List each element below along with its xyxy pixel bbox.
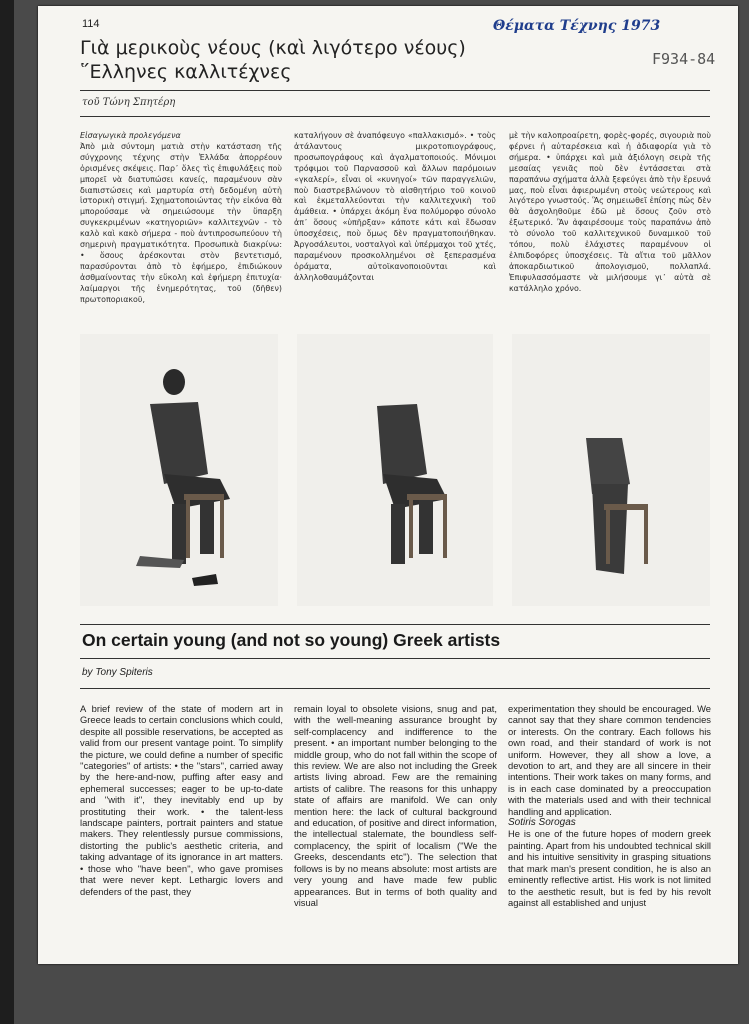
english-column-1-text: A brief review of the state of modern art in Greece leads to certain conclusions which could, despite all possible reservations, be accepted as valid from our present vantage point. To simplify the picture, we could define a number of specific ''categories'' of artists: • the ''stars'', carried away by the here-and-now, puffing after easy and ephemeral successes; eager to be up-to-date and ''with it'', they inevitably end up by prostituting their work. • the talent-less landscape painters, portrait painters and statue makers. They relentlessly pursue commissions, distorting the public's aesthetic criteria, and taking advantage of its ignorance in art matters. • those who ''have been'', who gave promises that were never kept. Lethargic lovers and defenders of the past, they	[80, 703, 283, 897]
greek-column-2	[294, 131, 496, 284]
page-number: 114	[82, 18, 100, 30]
english-title: On certain young (and not so young) Greek artists	[82, 630, 501, 650]
english-column-1	[80, 703, 283, 897]
author-rule	[80, 116, 710, 117]
english-title-bottom-rule	[80, 658, 710, 659]
english-author: by Tony Spiteris	[82, 667, 153, 678]
greek-column-1	[80, 131, 282, 306]
magazine-page	[38, 6, 738, 964]
english-title-top-rule	[80, 624, 710, 625]
english-column-3-text-after: He is one of the future hopes of modern greek painting. Apart from his undoubted technical skill and his intuitive sensitivity in grasping situations that mark man's present condition, he is also an eminently reflective artist. His work is not limited to the aesthetic result, but is fed by his revolt against all established and unjust	[508, 828, 711, 908]
greek-author: τοῦ Τώνη Σπητέρη	[82, 97, 176, 108]
photo-seated-man	[80, 334, 278, 606]
english-column-3-text: experimentation they should be encouraged. We cannot say that they share common tendencies or interests. On the contrary. Each follows his own road, and their standard of work is not uniform. However, they all show a love, a devotion to art, and they are all sincere in their intentions. Their work takes on many forms, and is in each case dominated by a preoccupation with the materials used and with their technical handling and application.	[508, 703, 711, 817]
greek-title-line-2: ῞Ελληνες καλλιτέχνες	[80, 61, 292, 83]
title-rule	[80, 90, 710, 91]
greek-subhead: Εἰσαγωγικὰ προλεγόμενα	[80, 131, 181, 140]
english-column-2-text: remain loyal to obsolete visions, snug and pat, with the well-meaning assurance brought by self-complacency and indifference to the present. • an important number belonging to the middle group, who do not fall within the scope of this review. We are also not including the Greek artists living abroad. Few are the remaining artists of calibre. The reasons for this unhappy state of affairs are manifold. We can only mention here: the lack of cultural background and education, of positive and direct information, the intellectual stalemate, the boundless self-complacency, the spirit of localism (''We the Greeks, descendants etc''). The selection that follows is by no means absolute: most artists are very young and have made few public appearances. But in terms of both quality and visual	[294, 703, 497, 908]
english-column-2	[294, 703, 497, 908]
english-author-rule	[80, 688, 710, 689]
handwritten-code: F934-84	[652, 50, 716, 68]
greek-column-1-text: Ἀπὸ μιὰ σύντομη ματιὰ στὴν κατάσταση τῆς σύγχρονης τέχνης στὴν Ἑλλάδα ἀπορρέουν ὁρισμένες σκέψεις. Παρ᾿ ὅλες τὶς ἐπιφυλάξεις ποὺ μπορεῖ νὰ διατυπώσει κανείς, παραμένουν σὰν διαπιστώσεις καὶ μαρτυρία στὴ δεδομένη αὐτὴ ἱστορικὴ στιγμή. Σχηματοποιώντας τὴν εἰκόνα θὰ μπορούσαμε νὰ σημειώσουμε τὴν ὕπαρξη συγκεκριμένων «κατηγοριῶν» καλλιτεχνῶν - τὸ καλὸ καὶ κακὸ σήμερα - ποὺ ἀντιπροσωπεύουν τὴ σημερινὴ πραγματικότητα. Προσωπικὰ διακρίνω: • ὅσους ἀρέσκονται στὸν βεντετισμό, παρασύρονται ἀπὸ τὸ ἐφήμερο, ἐπιδιώκουν ἀσθμαίνοντας τὴν εὔκολη καὶ ἐφήμερη ἐπιτυχία· λαίμαργοι τῆς ἐνημερότητας, τοῦ (δῆθεν) πρωτοποριακοῦ,	[80, 141, 282, 304]
greek-column-2-text: καταλήγουν σὲ ἀναπόφευγο «παλλακισμό». • τοὺς ἀτάλαντους μικροτοπιογράφους, προσωπογράφους καὶ ἀγαλματοποιούς. Μόνιμοι τρόφιμοι τοῦ Παρνασσοῦ καὶ ἄλλων παρόμοιων «γκαλερί», εἶναι οἱ «κυνηγοί» τῶν παραγγελιῶν, ποὺ διαστρεβλώνουν τὸ αἰσθητήριο τοῦ κοινοῦ καὶ ἐκμεταλλεύονται τὴν καλλιτεχνικὴ τοῦ ἀμάθεια. • ὑπάρχει ἀκόμη ἕνα πολύμορφο σύνολο ἀπ᾿ ὅσους «ὑπῆρξαν» κάποτε κάτι καὶ ἔδωσαν ὑποσχέσεις, ποὺ ὅμως δὲν πραγματοποιήθηκαν. Ἀργοσάλευτοι, νοσταλγοὶ καὶ ὑπέρμαχοι τοῦ χτές, παραμένουν προσκολλημένοι σὲ ξεπερασμένα ὁράματα, αὐτοϊκανοποιοῦνται καὶ ἀλληλοθαυμάζονται	[294, 131, 496, 282]
greek-column-3	[509, 131, 711, 295]
english-subhead: Sotiris Sorogas	[508, 817, 576, 829]
english-column-3	[508, 703, 711, 908]
photo-headless-man	[297, 334, 493, 606]
greek-column-3-text: μὲ τὴν καλοπροαίρετη, φορὲς-φορές, σιγουριὰ ποὺ φέρνει ἡ αὐταρέσκεια καὶ ἡ ἀδιαφορία γιὰ τὸ σήμερα. • ὑπάρχει καὶ μιὰ ἀξιόλογη σειρὰ τῆς μεσαίας γενιᾶς ποὺ δὲν ἐντάσσεται στὰ παραπάνω σχήματα ἀλλὰ ξεφεύγει ἀπὸ τὴν ἔρευνά μας, ποὺ εἶναι ἀφιερωμένη στοὺς νεώτερους καὶ λιγότερο γνωστούς. Ἃς σημειωθεῖ ἐπίσης πὼς δὲν θὰ ἀσχοληθοῦμε ἐδῶ μὲ ὅσους ζοῦν στὸ ἐξωτερικό. Ἂν ἀφαιρέσουμε τοὺς παραπάνω ἀπὸ τὸ σύνολο τοῦ καλλιτεχνικοῦ δυναμικοῦ τοῦ τόπου, πολὺ ἐλάχιστες παραμένουν οἱ ἐλπιδοφόρες ὑποσχέσεις. Τὰ αἴτια τοῦ μᾶλλον ἀποκαρδιωτικοῦ ἀπολογισμοῦ, πολλαπλά. Ἐπιφυλασσόμαστε νὰ μιλήσουμε γι᾿ αὐτὰ σὲ κατάλληλο χρόνο.	[509, 131, 711, 293]
greek-title	[80, 36, 550, 84]
handwritten-title: Θέματα Τέχνης 1973	[493, 18, 661, 34]
greek-title-line-1: Γιὰ μερικοὺς νέους (καὶ λιγότερο νέους)	[80, 37, 466, 59]
photo-empty-chair-coat	[512, 334, 710, 606]
